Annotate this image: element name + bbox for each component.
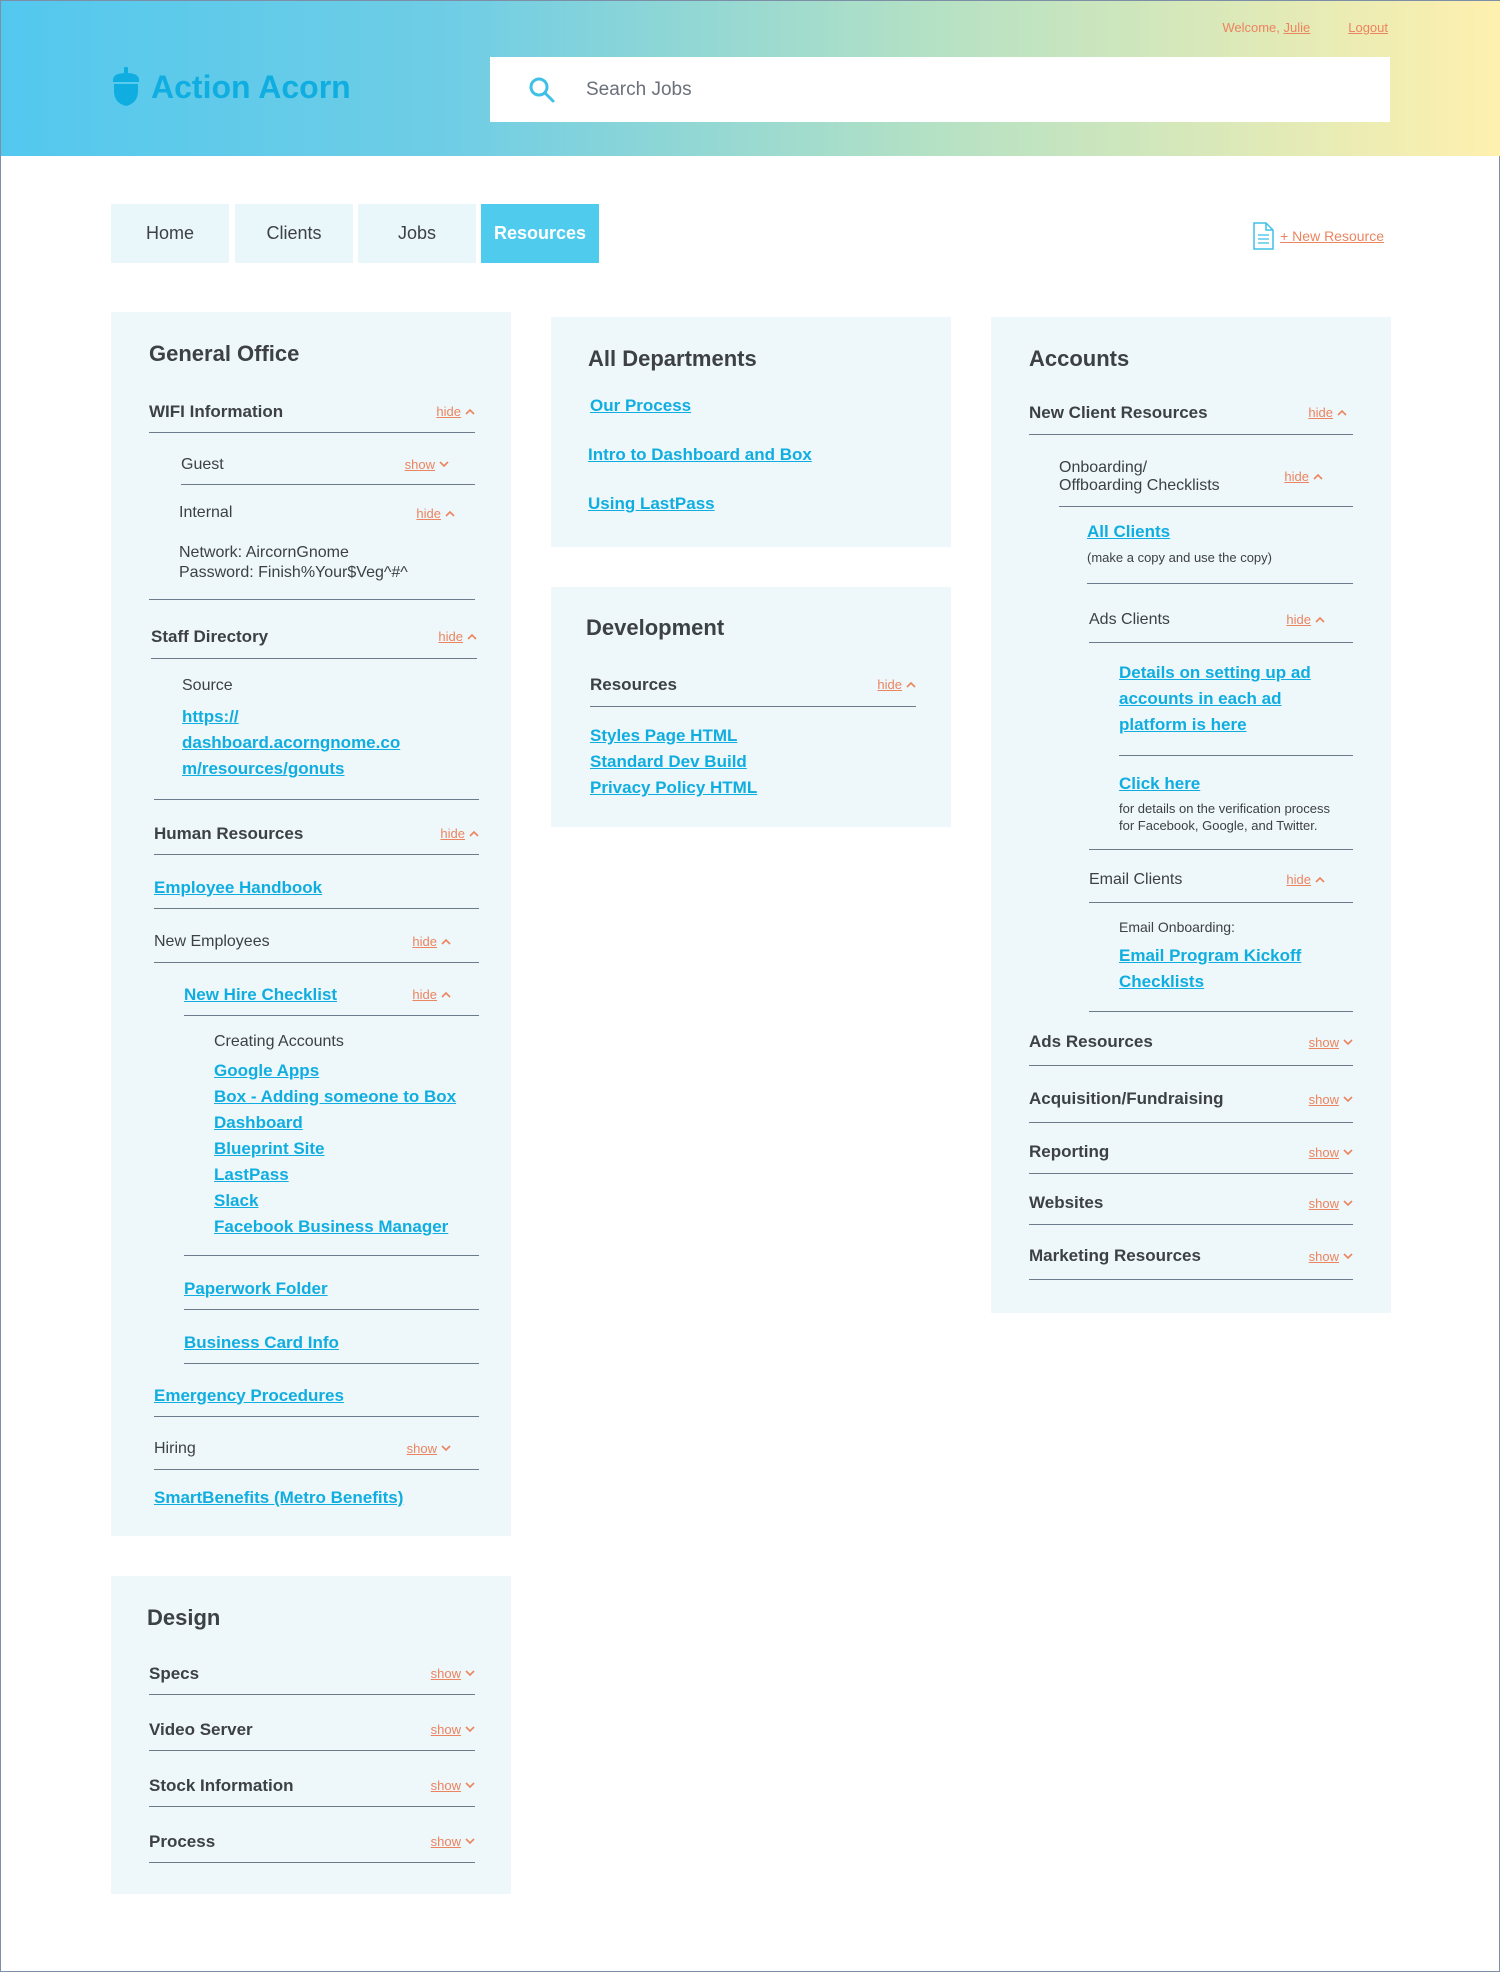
show-toggle[interactable] <box>405 457 449 472</box>
chevron-up-icon <box>441 991 451 998</box>
chevron-up-icon <box>445 510 455 517</box>
logo[interactable] <box>111 67 351 107</box>
chevron-up-icon <box>441 938 451 945</box>
accounts-section-row[interactable] <box>1029 1182 1353 1225</box>
divider <box>149 599 475 600</box>
accounts-section-label: Marketing Resources <box>1029 1246 1201 1265</box>
department-link[interactable]: Using LastPass <box>588 494 715 513</box>
source-url-link[interactable] <box>182 704 400 782</box>
onboarding-line: Offboarding Checklists <box>1059 476 1220 494</box>
verification-note <box>1119 800 1330 834</box>
toggle-label: show <box>1308 1248 1339 1264</box>
new-employees-row[interactable] <box>154 921 479 963</box>
logout-link[interactable]: Logout <box>1348 20 1388 35</box>
paperwork-row[interactable] <box>184 1268 479 1310</box>
toggle-label: show <box>406 1441 437 1456</box>
wifi-password: Password: Finish%Your$Veg^#^ <box>179 564 408 581</box>
toggle-label: show <box>1308 1034 1339 1050</box>
ad-details-link[interactable] <box>1119 660 1311 738</box>
toggle-label: hide <box>440 826 465 841</box>
toggle-label: show <box>430 1778 461 1793</box>
toggle-label: hide <box>438 629 463 644</box>
show-toggle[interactable] <box>431 1722 475 1737</box>
hide-toggle[interactable] <box>877 677 916 692</box>
chevron-down-icon <box>465 1726 475 1733</box>
show-toggle[interactable] <box>431 1834 475 1849</box>
show-toggle[interactable] <box>407 1441 451 1456</box>
source-label: Source <box>182 677 233 694</box>
guest-label: Guest <box>181 455 224 473</box>
email-kickoff-link[interactable] <box>1119 943 1301 995</box>
show-toggle[interactable] <box>431 1666 475 1681</box>
chevron-up-icon <box>1313 473 1323 480</box>
chevron-up-icon <box>465 408 475 415</box>
toggle-label: hide <box>1286 872 1311 887</box>
hiring-row[interactable] <box>154 1428 479 1470</box>
chevron-down-icon <box>1343 1149 1353 1156</box>
hide-toggle[interactable] <box>438 629 477 644</box>
hide-toggle[interactable] <box>440 826 479 841</box>
accounts-section-label: Ads Resources <box>1029 1032 1153 1051</box>
show-toggle[interactable] <box>1309 1145 1353 1160</box>
wifi-network: Network: AircornGnome <box>179 544 349 561</box>
show-toggle[interactable] <box>431 1778 475 1793</box>
hide-toggle[interactable] <box>412 987 451 1002</box>
dev-resources-row[interactable] <box>590 663 916 707</box>
hide-toggle[interactable] <box>416 506 455 521</box>
chevron-down-icon <box>439 461 449 468</box>
emergency-procedures-link[interactable]: Emergency Procedures <box>154 1385 344 1405</box>
design-row[interactable] <box>149 1709 475 1751</box>
toggle-label: hide <box>1284 469 1309 484</box>
design-label: Process <box>149 1831 216 1851</box>
emergency-row[interactable] <box>154 1375 479 1417</box>
new-resource <box>1252 222 1384 250</box>
accounts-section-label: Reporting <box>1029 1142 1110 1161</box>
new-employees-label: New Employees <box>154 932 270 950</box>
source-url-line[interactable]: https:// <box>182 707 239 726</box>
design-label: Specs <box>149 1663 200 1683</box>
click-here-link[interactable]: Click here <box>1119 774 1201 793</box>
ads-clients-label: Ads Clients <box>1089 610 1170 628</box>
internal-label: Internal <box>179 504 233 521</box>
onboarding-line: Onboarding/ <box>1059 458 1148 476</box>
chevron-down-icon <box>1343 1096 1353 1103</box>
toggle-label: hide <box>436 404 461 419</box>
show-toggle[interactable] <box>1309 1249 1353 1264</box>
chevron-down-icon <box>465 1838 475 1845</box>
all-departments-title: All Departments <box>588 346 757 371</box>
email-clients-row[interactable] <box>1089 857 1353 903</box>
toggle-label: show <box>430 1666 461 1681</box>
tab-clients[interactable]: Clients <box>235 204 353 263</box>
new-client-label: New Client Resources <box>1029 402 1208 422</box>
user-link[interactable]: Julie <box>1283 20 1311 35</box>
source-url-line[interactable]: dashboard.acorngnome.co <box>182 733 401 752</box>
search-icon <box>528 76 556 104</box>
account-links <box>214 1058 456 1240</box>
show-toggle[interactable] <box>1309 1196 1353 1211</box>
dev-link[interactable]: Privacy Policy HTML <box>590 778 758 797</box>
employee-handbook-link[interactable]: Employee Handbook <box>154 877 323 897</box>
all-clients-note: (make a copy and use the copy) <box>1087 550 1272 565</box>
hide-toggle[interactable] <box>1286 612 1325 627</box>
chevron-up-icon <box>469 830 479 837</box>
hide-toggle[interactable] <box>412 934 451 949</box>
tab-jobs[interactable]: Jobs <box>358 204 476 263</box>
toggle-label: show <box>430 1834 461 1849</box>
human-resources-row[interactable] <box>154 813 479 855</box>
header <box>1 1 1500 156</box>
dev-link[interactable]: Styles Page HTML <box>590 726 738 745</box>
hide-toggle[interactable] <box>1286 872 1325 887</box>
email-onboarding-label: Email Onboarding: <box>1119 919 1235 935</box>
all-clients-link[interactable]: All Clients <box>1087 522 1171 541</box>
search-bar <box>490 57 1390 122</box>
toggle-label: show <box>1308 1195 1339 1211</box>
hide-toggle[interactable] <box>1308 405 1347 420</box>
new-resource-link[interactable]: + New Resource <box>1280 228 1384 244</box>
welcome-label: Welcome, <box>1222 20 1284 35</box>
chevron-up-icon <box>1315 616 1325 623</box>
account-link[interactable]: LastPass <box>214 1165 289 1184</box>
show-toggle[interactable] <box>1309 1092 1353 1107</box>
toggle-label: show <box>404 457 435 472</box>
account-link[interactable]: Blueprint Site <box>214 1139 325 1158</box>
new-client-row[interactable] <box>1029 391 1353 435</box>
department-link[interactable]: Our Process <box>590 396 692 415</box>
smartbenefits-link[interactable]: SmartBenefits (Metro Benefits) <box>154 1488 404 1507</box>
verification-line: for details on the verification process <box>1119 801 1330 816</box>
accounts-section-row[interactable] <box>1029 1131 1353 1174</box>
dev-links <box>590 723 757 801</box>
tab-resources[interactable]: Resources <box>481 204 599 263</box>
accounts-title: Accounts <box>1029 346 1130 371</box>
internal-row[interactable] <box>179 501 455 525</box>
hiring-label: Hiring <box>154 1439 196 1457</box>
toggle-label: hide <box>1308 405 1333 420</box>
tab-home[interactable]: Home <box>111 204 229 263</box>
ad-details-line[interactable]: Details on setting up ad <box>1119 663 1311 682</box>
toggle-label: show <box>1308 1144 1339 1160</box>
ad-details-line[interactable]: platform is here <box>1119 715 1247 734</box>
search-input[interactable] <box>586 79 1366 101</box>
ads-clients-row[interactable] <box>1089 597 1353 643</box>
document-icon <box>1252 222 1274 250</box>
guest-row[interactable] <box>181 445 475 485</box>
hide-toggle[interactable] <box>436 404 475 419</box>
chevron-up-icon <box>1337 409 1347 416</box>
hide-toggle[interactable] <box>1284 469 1323 484</box>
ad-details-line[interactable]: accounts in each ad <box>1119 689 1282 708</box>
account-link[interactable]: Dashboard <box>214 1113 303 1132</box>
account-link[interactable]: Google Apps <box>214 1061 320 1080</box>
dev-resources-label: Resources <box>590 674 677 694</box>
general-office-title: General Office <box>149 341 300 366</box>
accounts-section-row[interactable] <box>1029 1019 1353 1066</box>
toggle-label: hide <box>412 987 437 1002</box>
dev-link[interactable]: Standard Dev Build <box>590 752 747 771</box>
divider <box>1119 755 1353 756</box>
design-label: Stock Information <box>149 1775 294 1795</box>
verification-line: for Facebook, Google, and Twitter. <box>1119 818 1318 833</box>
divider <box>154 799 479 800</box>
chevron-down-icon <box>1343 1039 1353 1046</box>
accounts-section-label: Websites <box>1029 1193 1104 1212</box>
paperwork-folder-link[interactable]: Paperwork Folder <box>184 1278 328 1298</box>
toggle-label: hide <box>412 934 437 949</box>
toggle-label: show <box>430 1722 461 1737</box>
design-row[interactable] <box>149 1765 475 1807</box>
accounts-section-label: Acquisition/Fundraising <box>1029 1089 1224 1108</box>
chevron-down-icon <box>441 1445 451 1452</box>
staff-directory-label: Staff Directory <box>151 626 269 646</box>
account-link[interactable]: Facebook Business Manager <box>214 1217 449 1236</box>
toggle-label: show <box>1308 1091 1339 1107</box>
divider <box>1089 1011 1353 1012</box>
design-title: Design <box>147 1605 221 1630</box>
design-label: Video Server <box>149 1719 253 1739</box>
account-link[interactable]: Slack <box>214 1191 259 1210</box>
email-kickoff-line[interactable]: Checklists <box>1119 972 1205 991</box>
wifi-row[interactable] <box>149 391 475 433</box>
account-link[interactable]: Box - Adding someone to Box <box>214 1087 457 1106</box>
divider <box>1089 849 1353 850</box>
divider <box>184 1255 479 1256</box>
development-title: Development <box>586 615 725 640</box>
new-hire-checklist-row[interactable] <box>184 974 479 1016</box>
new-hire-checklist-link[interactable]: New Hire Checklist <box>184 984 338 1004</box>
acorn-icon <box>111 67 141 107</box>
accounts-section-row[interactable] <box>1029 1233 1353 1280</box>
email-clients-label: Email Clients <box>1089 870 1183 888</box>
chevron-up-icon <box>906 681 916 688</box>
human-resources-label: Human Resources <box>154 823 304 843</box>
logo-text: Action Acorn <box>151 68 351 105</box>
chevron-down-icon <box>465 1670 475 1677</box>
show-toggle[interactable] <box>1309 1035 1353 1050</box>
staff-directory-row[interactable] <box>151 615 477 659</box>
chevron-down-icon <box>465 1782 475 1789</box>
business-card-row[interactable] <box>184 1322 479 1364</box>
email-kickoff-line[interactable]: Email Program Kickoff <box>1119 946 1302 965</box>
welcome-text <box>1222 20 1310 35</box>
chevron-up-icon <box>467 633 477 640</box>
accounts-section-row[interactable] <box>1029 1076 1353 1123</box>
onboarding-row[interactable] <box>1059 447 1353 507</box>
toggle-label: hide <box>1286 612 1311 627</box>
design-row[interactable] <box>149 1653 475 1695</box>
chevron-down-icon <box>1343 1200 1353 1207</box>
user-nav <box>1222 20 1388 35</box>
source-url-line[interactable]: m/resources/gonuts <box>182 759 345 778</box>
design-row[interactable] <box>149 1821 475 1863</box>
onboarding-label <box>1059 459 1220 495</box>
divider <box>1087 583 1353 584</box>
toggle-label: hide <box>416 505 441 521</box>
chevron-up-icon <box>1315 876 1325 883</box>
toggle-label: hide <box>877 677 902 692</box>
business-card-link[interactable]: Business Card Info <box>184 1332 339 1352</box>
chevron-down-icon <box>1343 1253 1353 1260</box>
wifi-label: WIFI Information <box>149 401 284 421</box>
department-link[interactable]: Intro to Dashboard and Box <box>588 445 812 464</box>
creating-accounts-label: Creating Accounts <box>214 1033 344 1050</box>
employee-handbook-row[interactable] <box>154 867 479 909</box>
